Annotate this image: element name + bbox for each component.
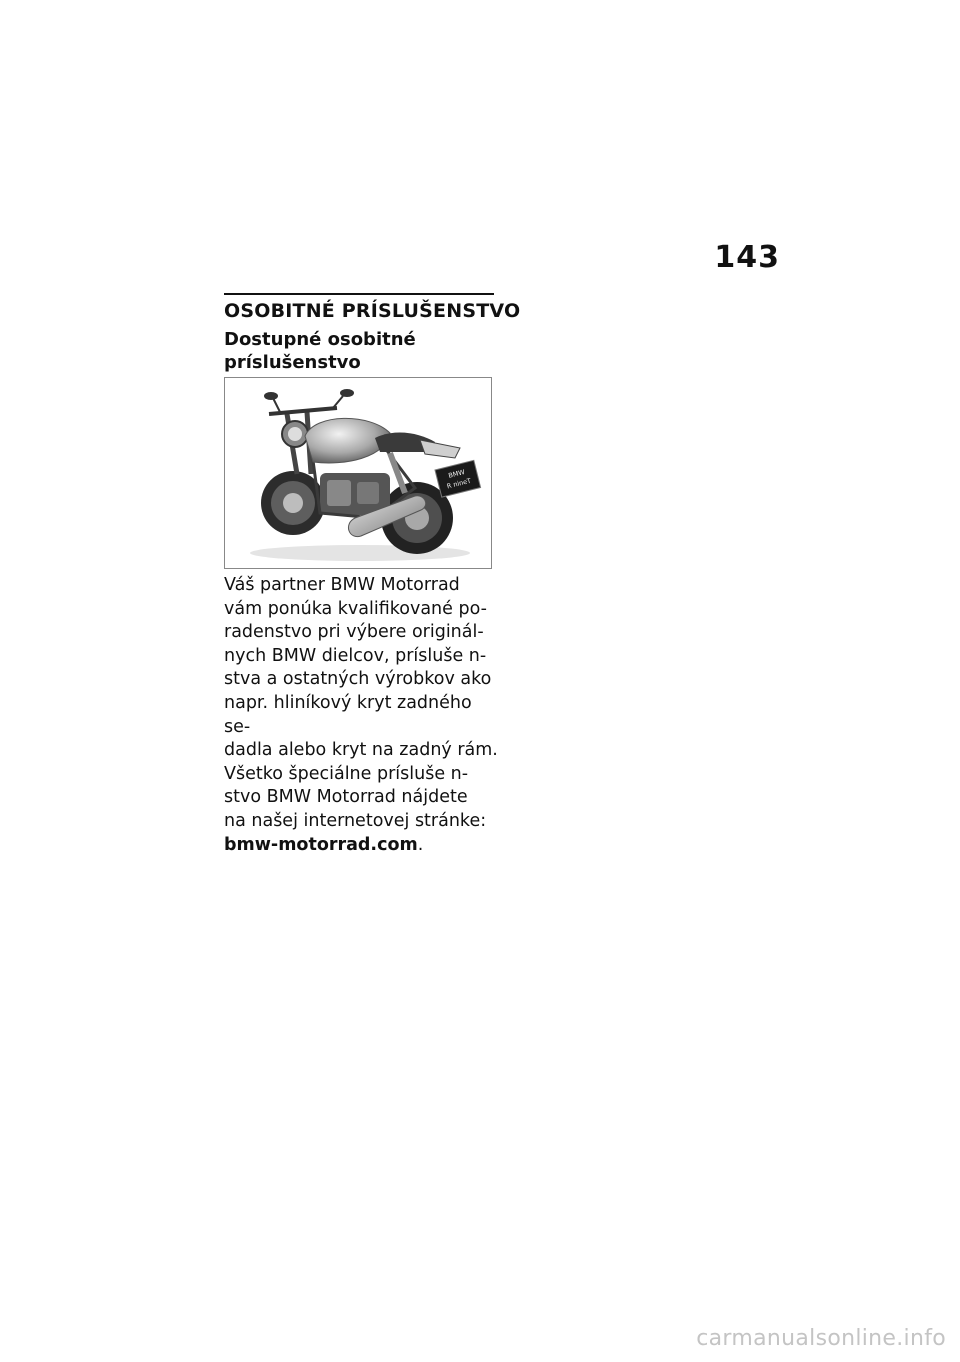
- body-line: Všetko špeciálne prísluše n-: [224, 763, 469, 784]
- body-line: nych BMW dielcov, prísluše n-: [224, 645, 487, 666]
- left-mirror: [264, 392, 278, 400]
- subtitle-line-1: Dostupné osobitné: [224, 329, 416, 350]
- body-line: dadla alebo kryt na zadný rám.: [224, 740, 498, 761]
- body-line: vám ponúka kvalifikované po-: [224, 598, 487, 619]
- body-line: na našej internetovej stránke:: [224, 810, 487, 831]
- page-number: 143: [714, 240, 780, 275]
- body-text: [224, 574, 499, 857]
- section-rule: [224, 293, 494, 295]
- watermark: carmanualsonline.info: [696, 1326, 946, 1351]
- license-plate: [435, 460, 481, 497]
- body-line: napr. hliníkový kryt zadného se-: [224, 692, 472, 737]
- license-plate-line-1: BMW: [447, 468, 466, 480]
- body-line: Váš partner BMW Motorrad: [224, 575, 460, 595]
- body-line: stvo BMW Motorrad nájdete: [224, 787, 468, 808]
- motorcycle-illustration: [225, 378, 491, 568]
- body-link-line: [224, 834, 499, 858]
- subtitle: [224, 328, 494, 374]
- license-plate-line-2: R nineT: [446, 476, 472, 491]
- link-suffix: .: [417, 834, 424, 855]
- body-line: stva a ostatných výrobkov ako: [224, 669, 492, 690]
- motorcycle-figure: [224, 377, 492, 569]
- subtitle-line-2: príslušenstvo: [224, 352, 361, 373]
- website-link[interactable]: bmw-motorrad.com: [224, 834, 418, 855]
- right-mirror: [340, 389, 354, 397]
- section-title: OSOBITNÉ PRÍSLUŠENSTVO: [224, 300, 521, 322]
- body-line: radenstvo pri výbere originál-: [224, 622, 484, 643]
